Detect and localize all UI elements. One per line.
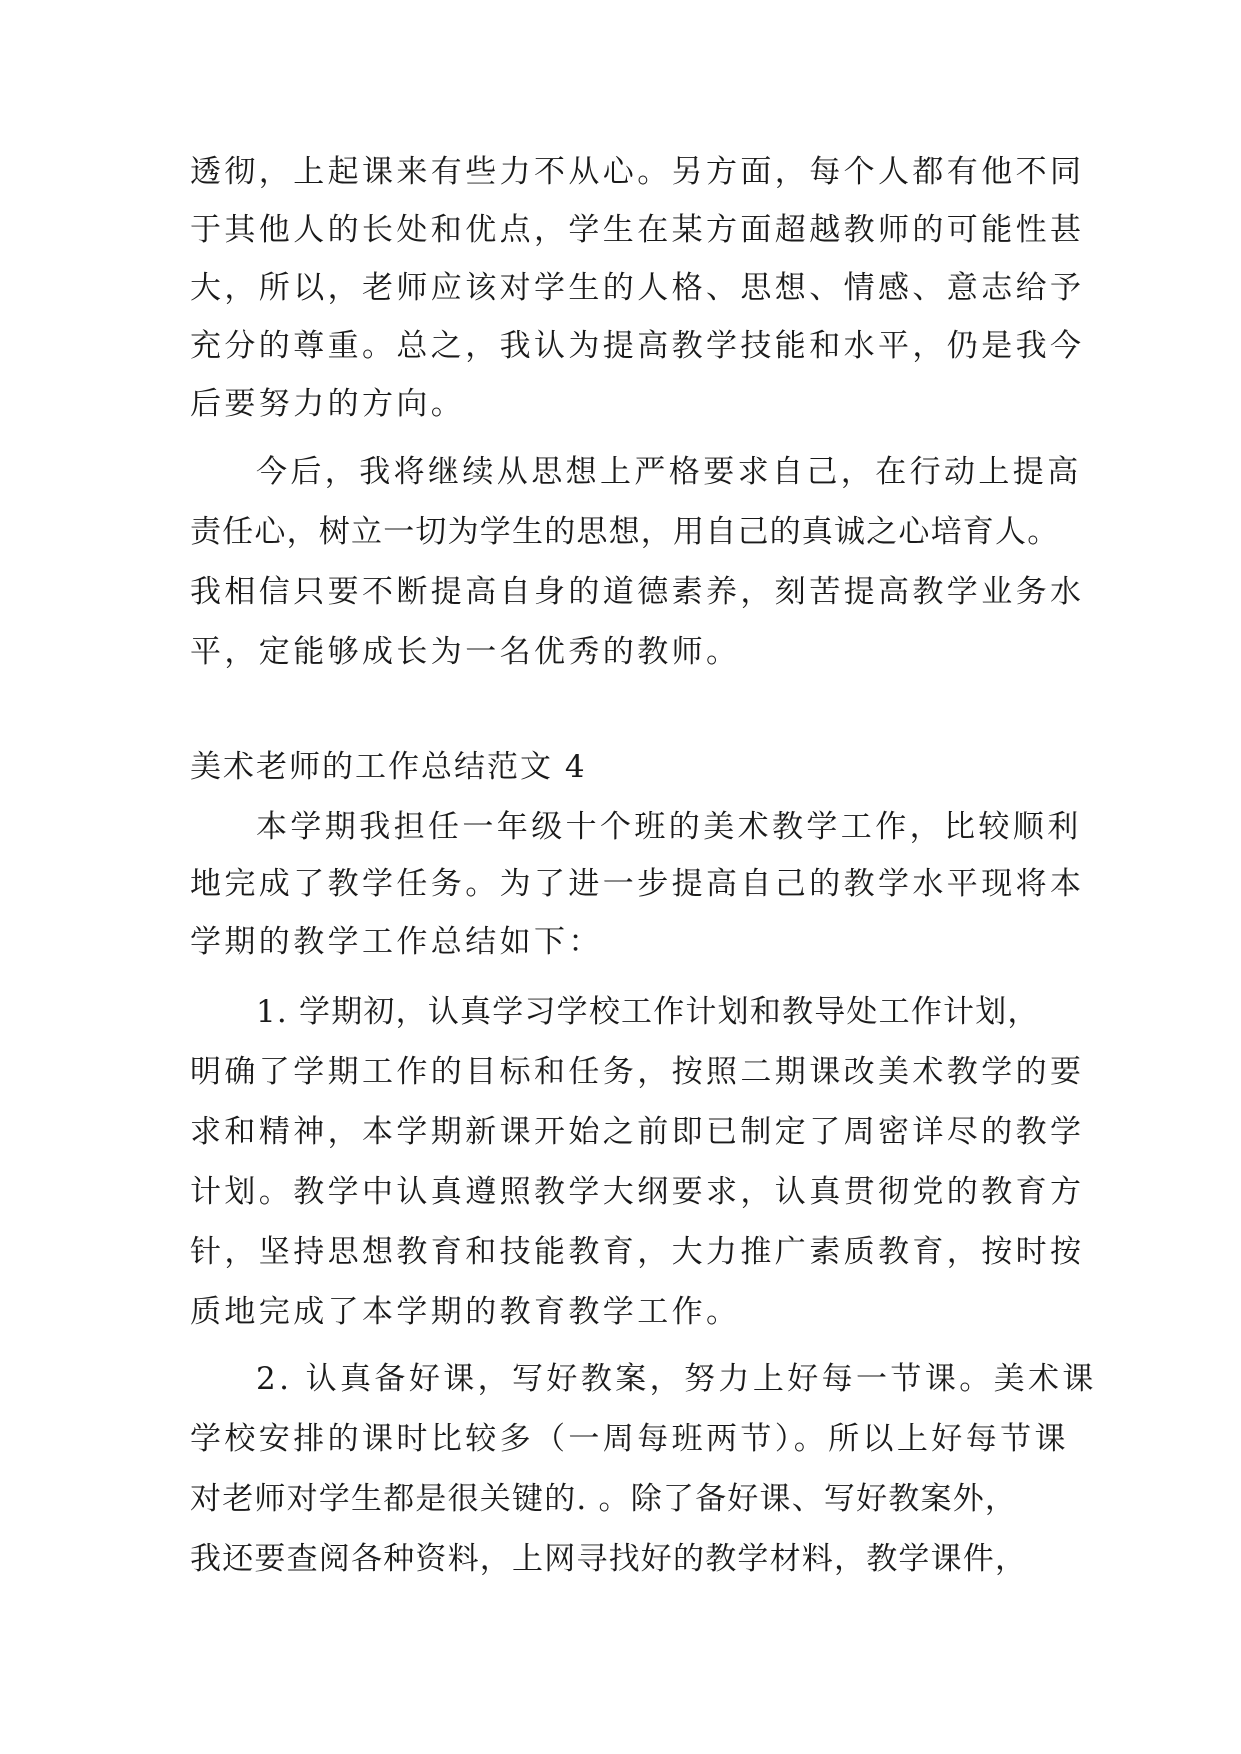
paragraph-line: 1. 学期初，认真学习学校工作计划和教导处工作计划， [256, 994, 1040, 1030]
paragraph-line: 平，定能够成长为一名优秀的教师。 [190, 634, 741, 670]
paragraph-line: 质地完成了本学期的教育教学工作。 [190, 1294, 741, 1330]
paragraph-line: 于其他人的长处和优点，学生在某方面超越教师的可能性甚 [190, 212, 1085, 248]
paragraph-line: 学校安排的课时比较多（一周每班两节）。所以上好每节课 [190, 1421, 1069, 1457]
paragraph-line: 大，所以，老师应该对学生的人格、思想、情感、意志给予 [190, 270, 1085, 306]
paragraph-line: 地完成了教学任务。为了进一步提高自己的教学水平现将本 [190, 866, 1085, 902]
paragraph-line: 透彻，上起课来有些力不从心。另方面，每个人都有他不同 [190, 154, 1085, 190]
section-title: 美术老师的工作总结范文 4 [190, 749, 587, 785]
paragraph-line: 我还要查阅各种资料，上网寻找好的教学材料，教学课件， [190, 1541, 1028, 1577]
paragraph-line: 本学期我担任一年级十个班的美术教学工作，比较顺利 [256, 809, 1082, 845]
paragraph-line: 明确了学期工作的目标和任务，按照二期课改美术教学的要 [190, 1054, 1085, 1090]
paragraph-line: 求和精神，本学期新课开始之前即已制定了周密详尽的教学 [190, 1114, 1085, 1150]
paragraph-line: 针，坚持思想教育和技能教育，大力推广素质教育，按时按 [190, 1234, 1085, 1270]
paragraph-line: 充分的尊重。总之，我认为提高教学技能和水平，仍是我今 [190, 328, 1085, 364]
paragraph-line: 后要努力的方向。 [190, 386, 466, 422]
paragraph-line: 计划。教学中认真遵照教学大纲要求，认真贯彻党的教育方 [190, 1174, 1085, 1210]
paragraph-line: 我相信只要不断提高自身的道德素养，刻苦提高教学业务水 [190, 574, 1085, 610]
paragraph-line: 对老师对学生都是很关键的. 。除了备好课、写好教案外， [190, 1481, 1018, 1517]
paragraph-line: 今后，我将继续从思想上严格要求自己，在行动上提高 [256, 454, 1082, 490]
paragraph-line: 责任心，树立一切为学生的思想，用自己的真诚之心培育人。 [190, 514, 1060, 550]
paragraph-line: 学期的教学工作总结如下： [190, 924, 603, 960]
paragraph-line: 2. 认真备好课，写好教案，努力上好每一节课。美术课 [256, 1361, 1097, 1397]
